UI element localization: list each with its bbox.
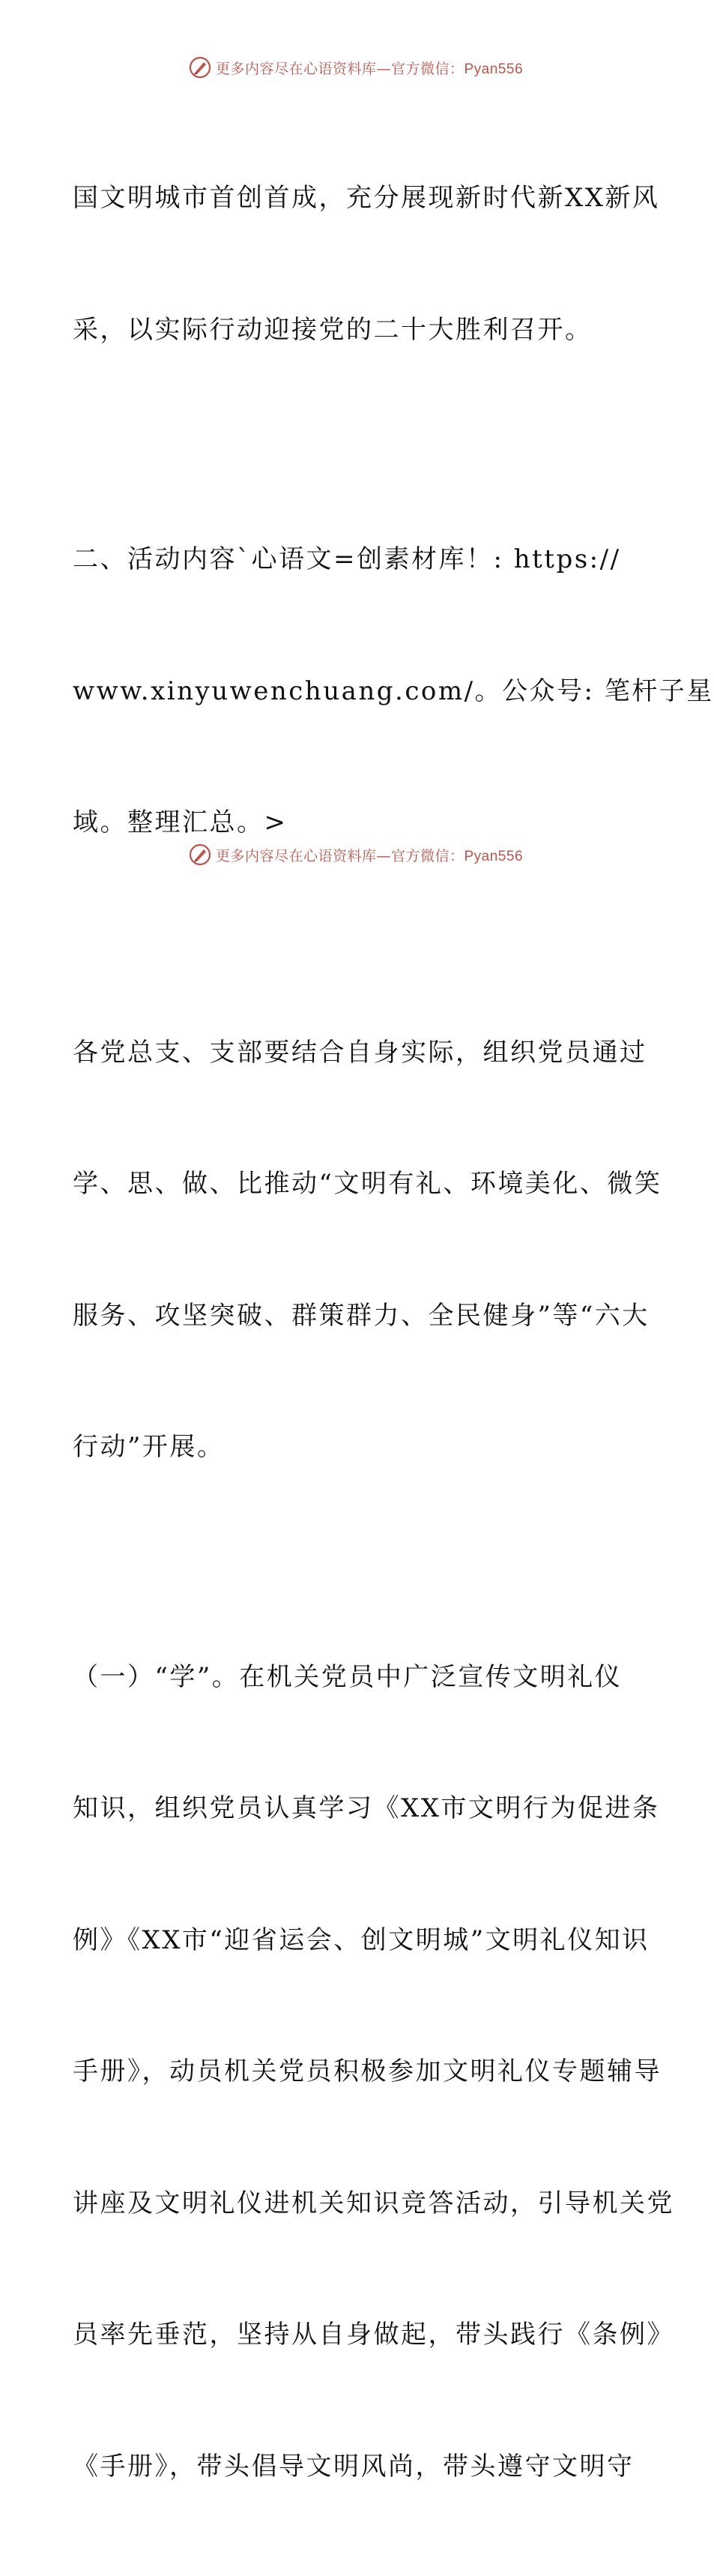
document-body xyxy=(73,88,646,2576)
text-line: 知识，组织党员认真学习《XX市文明行为促进条 xyxy=(73,1787,646,1831)
header-watermark xyxy=(0,52,712,82)
text-line: 员率先垂范，坚持从自身做起，带头践行《条例》 xyxy=(73,2313,646,2357)
text-line: 域。整理汇总。> xyxy=(73,801,646,845)
pen-logo-icon xyxy=(189,56,211,79)
pen-logo-icon xyxy=(189,843,211,866)
text-line: 二、活动内容`心语文=创素材库！: https:// xyxy=(73,538,646,582)
text-line: 《手册》，带头倡导文明风尚，带头遵守文明守 xyxy=(73,2445,646,2489)
text-line: 手册》，动员机关党员积极参加文明礼仪专题辅导 xyxy=(73,2050,646,2094)
footer-watermark xyxy=(0,840,712,870)
text-line: 国文明城市首创首成，充分展现新时代新XX新风 xyxy=(73,176,646,220)
paragraph xyxy=(73,88,646,439)
paragraph xyxy=(73,1568,646,2576)
text-line: 采，以实际行动迎接党的二十大胜利召开。 xyxy=(73,308,646,352)
text-line: 例》《XX市“迎省运会、创文明城”文明礼仪知识 xyxy=(73,1919,646,1963)
text-line: （一）“学”。在机关党员中广泛宣传文明礼仪 xyxy=(73,1655,646,1700)
paragraph xyxy=(73,943,646,1557)
text-line: 各党总支、支部要结合自身实际，组织党员通过 xyxy=(73,1031,646,1075)
watermark-text: 更多内容尽在心语资料库—官方微信：Pyan556 xyxy=(216,58,523,78)
text-line: www.xinyuwenchuang.com/。公众号: 笔杆子星 xyxy=(73,669,646,714)
text-line: 服务、攻坚突破、群策群力、全民健身”等“六大 xyxy=(73,1294,646,1338)
text-line: 讲座及文明礼仪进机关知识竞答活动，引导机关党 xyxy=(73,2182,646,2226)
text-line: 学、思、做、比推动“文明有礼、环境美化、微笑 xyxy=(73,1162,646,1206)
watermark-text: 更多内容尽在心语资料库—官方微信：Pyan556 xyxy=(216,845,523,865)
text-line: 行动”开展。 xyxy=(73,1425,646,1469)
